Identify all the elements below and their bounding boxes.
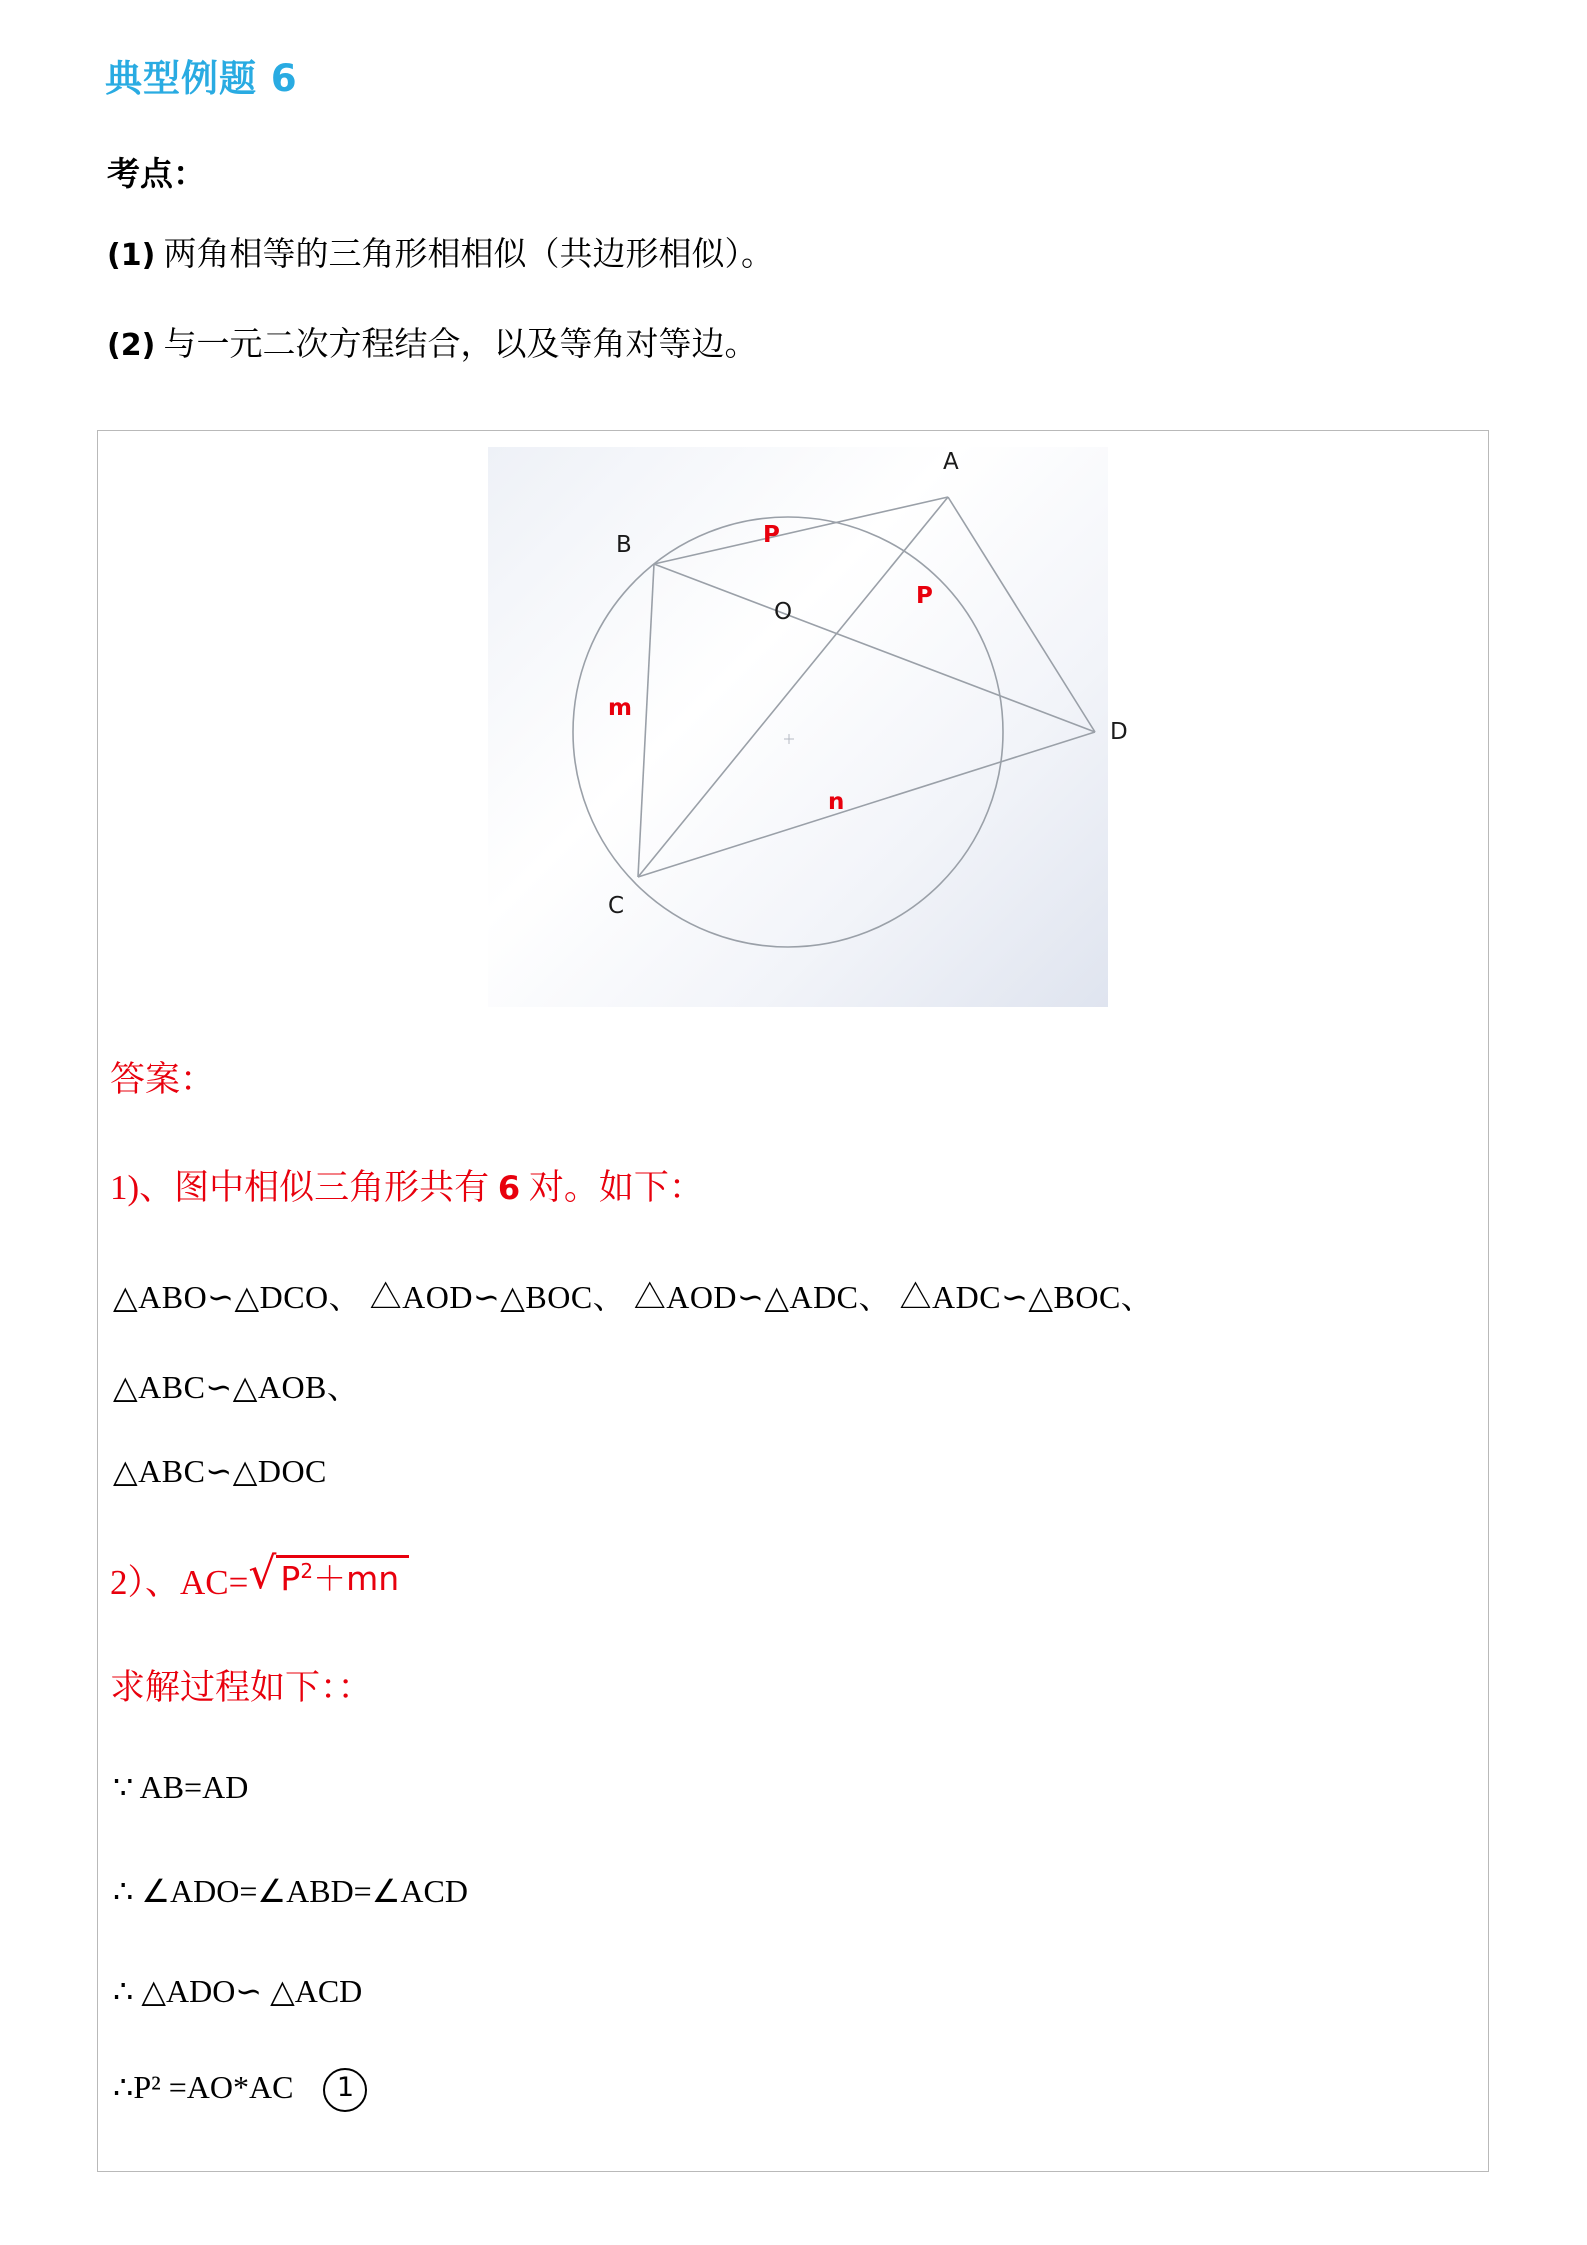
radical-sign-icon: √ (248, 1548, 277, 1599)
vertex-label-D: D (1110, 719, 1128, 745)
answer-heading: 答案： (110, 1060, 216, 1099)
similar-triangles-line-3: △ABC∽△DOC (113, 1453, 327, 1489)
vertex-label-B: B (616, 532, 632, 558)
circle-geometry-svg (488, 447, 1128, 1007)
exam-point-1 (107, 228, 774, 275)
exam-point-2-text: 与一元二次方程结合，以及等角对等边。 (163, 327, 758, 363)
proof-line-4 (113, 2068, 367, 2112)
segment-label-P-lower: P (916, 583, 933, 609)
exam-point-1-text: 两角相等的三角形相相似（共边形相似）。 (163, 237, 775, 273)
vertex-label-C: C (608, 893, 625, 919)
answer-item-1-count: 6 (497, 1169, 521, 1207)
segment-BC (638, 564, 654, 877)
answer-item-1-suffix: 对。如下： (528, 1168, 704, 1207)
proof-line-3: ∴ △ADO∽ △ACD (113, 1973, 363, 2009)
square-root-expression (248, 1548, 409, 1599)
proof-line-4-text: ∴P² =AO*AC (113, 2069, 294, 2105)
radicand-base: P (280, 1559, 301, 1598)
segment-BD (654, 564, 1095, 732)
similar-triangles-line-1: △ABO∽△DCO、 △AOD∽△BOC、 △AOD∽△ADC、 △ADC∽△BOC、 (113, 1279, 1154, 1315)
proof-line-1: ∵ AB=AD (113, 1769, 249, 1805)
equation-number-badge: 1 (323, 2068, 367, 2112)
answer-item-1 (110, 1160, 704, 1210)
proof-line-2: ∴ ∠ADO=∠ABD=∠ACD (113, 1873, 468, 1909)
answer-item-2-label: 2）、AC= (110, 1563, 249, 1602)
segment-label-m: m (608, 695, 632, 721)
page-title: 典型例题 6 (105, 57, 298, 100)
exam-point-2 (107, 318, 758, 365)
segment-CA (638, 497, 948, 877)
kaodian-label: 考点： (107, 157, 206, 193)
segment-CD (638, 732, 1095, 877)
segment-BA (654, 497, 948, 564)
similar-triangles-line-2: △ABC∽△AOB、 (113, 1369, 360, 1405)
answer-item-1-prefix: 1)、图中相似三角形共有 (110, 1168, 490, 1207)
segment-label-n: n (828, 789, 845, 815)
exam-point-1-number: (1) (107, 238, 156, 273)
radicand-exponent: 2 (300, 1559, 314, 1583)
process-heading: 求解过程如下：： (110, 1668, 373, 1707)
vertex-label-A: A (943, 449, 959, 475)
radicand-rest: ＋mn (313, 1559, 400, 1598)
circle-shape (573, 517, 1003, 947)
segment-label-P-upper: P (763, 522, 780, 548)
segment-AD (948, 497, 1095, 732)
exam-point-2-number: (2) (107, 328, 156, 363)
answer-item-2 (110, 1548, 409, 1605)
vertex-label-O: O (774, 599, 793, 625)
radicand (276, 1555, 409, 1598)
geometry-figure (488, 447, 1128, 1007)
